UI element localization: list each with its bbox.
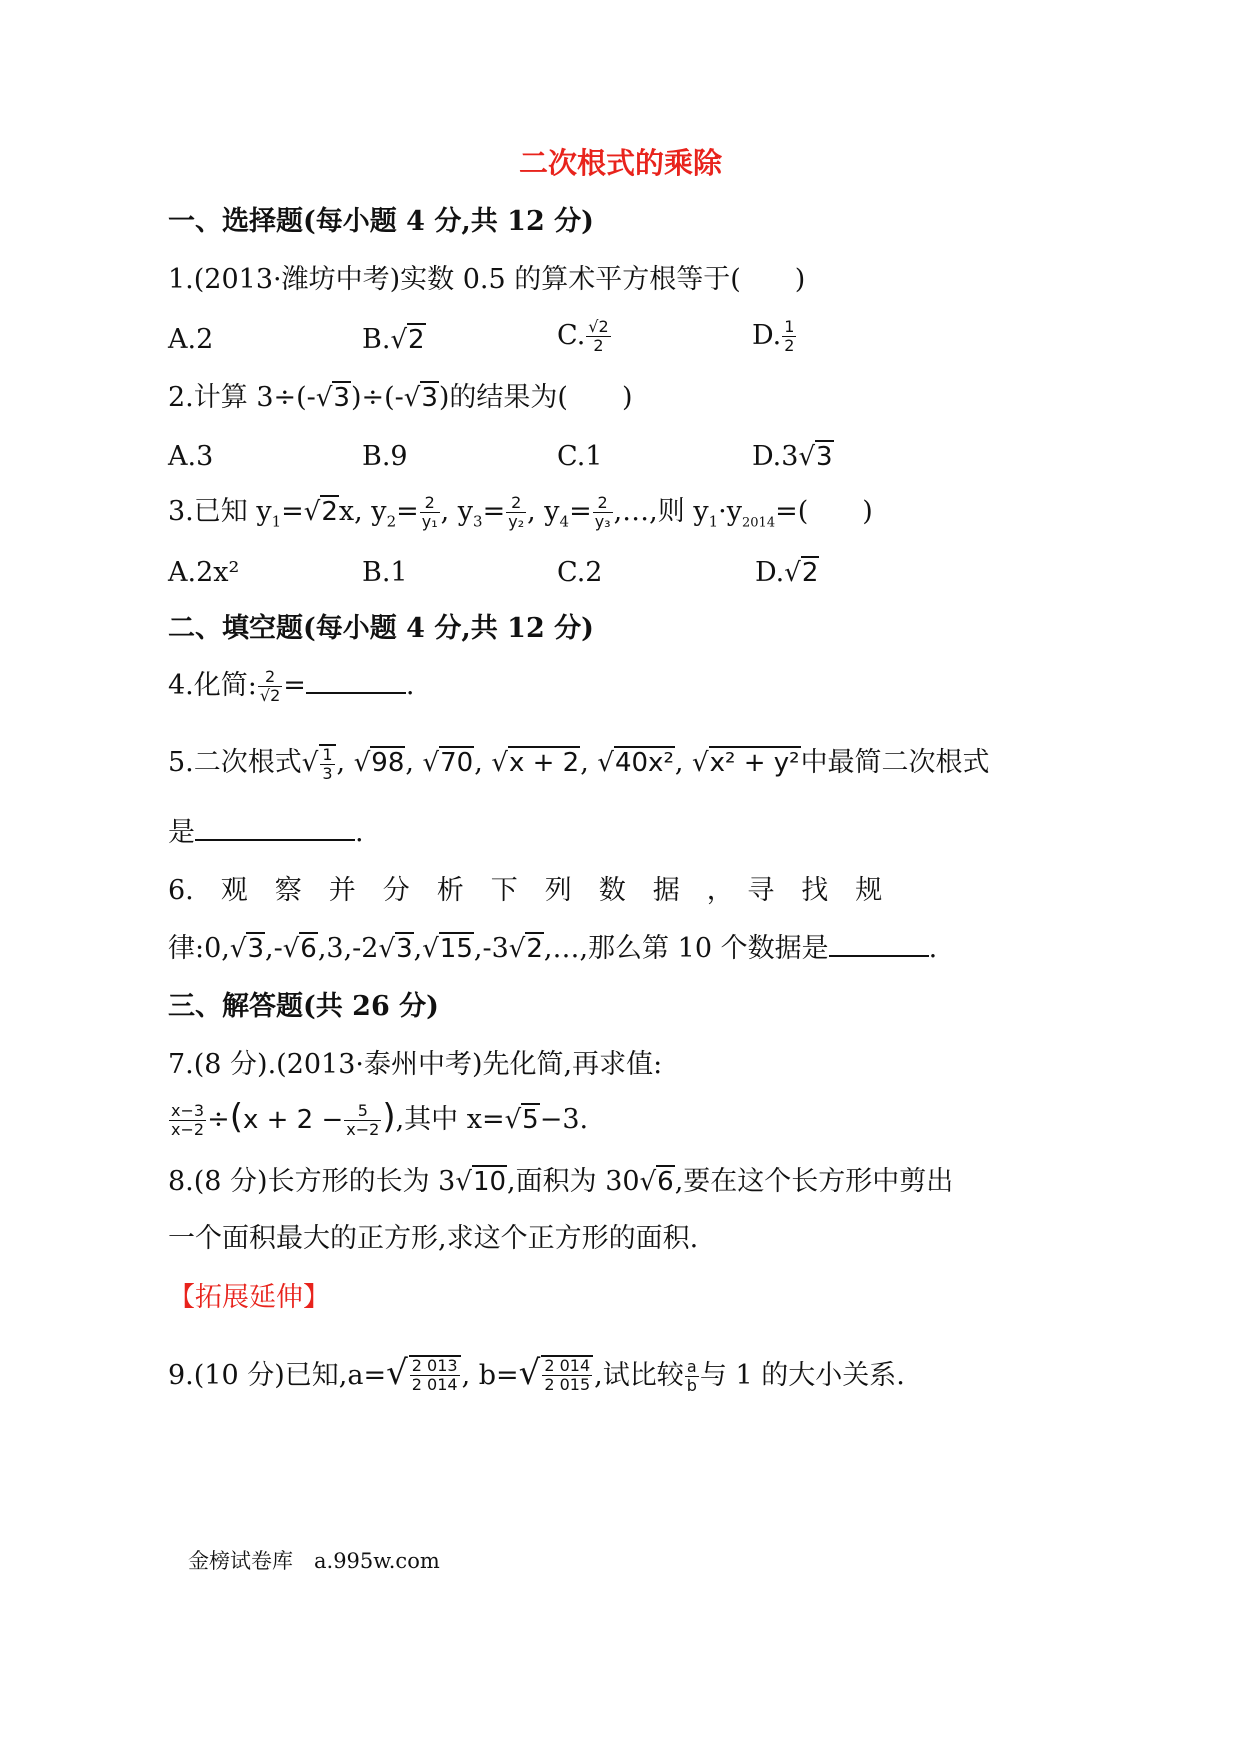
q2-option-c: C.1: [557, 441, 603, 472]
q2-option-b: B.9: [362, 441, 408, 472]
q3-option-d: D.√2: [755, 557, 819, 588]
q2-option-d: D.3√3: [752, 441, 833, 472]
q1-d-prefix: D.: [752, 320, 782, 351]
answer-blank: [829, 933, 929, 957]
extension-heading: 【拓展延伸】: [168, 1282, 330, 1313]
question-2: 2.计算 3÷(-√3)÷(-√3)的结果为( ): [168, 382, 633, 413]
q1-option-c: [557, 318, 612, 355]
question-9: 9.(10 分)已知,a=√ $\frac{2 013}{2 014}$ , b=√ $\frac{2 014}{2 015}$ ,试比较 $\frac{a}{b}$ 与 1 的大小关系.: [168, 1353, 905, 1395]
section-answer-heading: 三、解答题(共 26 分): [168, 991, 439, 1022]
answer-blank: [306, 670, 406, 694]
q1-option-a: A.2: [168, 324, 214, 355]
question-6-line1: 6. 观 察 并 分 析 下 列 数 据 ， 寻 找 规: [168, 875, 883, 906]
question-5: 5.二次根式√ $\frac{1}{3}$ , √98, √70, √x + 2, √40x², √x² + y²中最简二次根式: [168, 745, 990, 783]
question-6-line2: 律:0,√3,-√6,3,-2√3,√15,-3√2,…,那么第 10 个数据是 .: [168, 933, 938, 964]
question-8-line1: 8.(8 分)长方形的长为 3√10,面积为 30√6,要在这个长方形中剪出: [168, 1166, 954, 1197]
q1-option-b: [362, 323, 426, 357]
section-choice-heading: 一、选择题(每小题 4 分,共 12 分): [168, 206, 594, 237]
q3-option-b: B.1: [362, 557, 408, 588]
question-3: 3.已知 $y_1=√2x$, $y_2=$ $\frac{2}{\text{y₁}}$ , $y_3=$ $\frac{2}{\text{y₂}}$ , $y_4=$ $\frac{2}{\text{y₃}}$ ,…,则 $y_1\cdot y_{2014}=$( ): [168, 493, 873, 531]
question-7-line1: 7.(8 分).(2013·泰州中考)先化简,再求值:: [168, 1049, 663, 1080]
q1-option-d: [752, 318, 797, 355]
q1-d-fraction: $\frac{1}{2}$: [784, 317, 795, 355]
q1-b-sqrt: √2: [390, 325, 425, 355]
q3-option-c: C.2: [557, 557, 603, 588]
question-1: 1.(2013·潍坊中考)实数 0.5 的算术平方根等于( ): [168, 264, 806, 295]
q3-option-a: A.2x²: [168, 557, 240, 588]
question-5-line2: 是 .: [168, 817, 364, 848]
q2-option-a: A.3: [168, 441, 214, 472]
footer-source: 金榜试卷库 a.995w.com: [188, 1549, 440, 1573]
q1-c-prefix: C.: [557, 320, 586, 351]
question-8-line2: 一个面积最大的正方形,求这个正方形的面积.: [168, 1223, 699, 1254]
q1-b-prefix: B.: [362, 324, 391, 355]
answer-blank: [195, 817, 355, 841]
question-4: 4.化简: $\frac{2}{√2}$ = .: [168, 667, 415, 705]
section-fill-heading: 二、填空题(每小题 4 分,共 12 分): [168, 613, 594, 644]
page-title: 二次根式的乘除: [518, 146, 722, 180]
q1-c-fraction: $\frac{√2}{2}$: [588, 317, 609, 355]
question-7-expression: $\frac{x-3}{x-2}$ ÷(x + 2 − $\frac{5}{x-2}$ ),其中 x=√5−3.: [171, 1097, 589, 1139]
